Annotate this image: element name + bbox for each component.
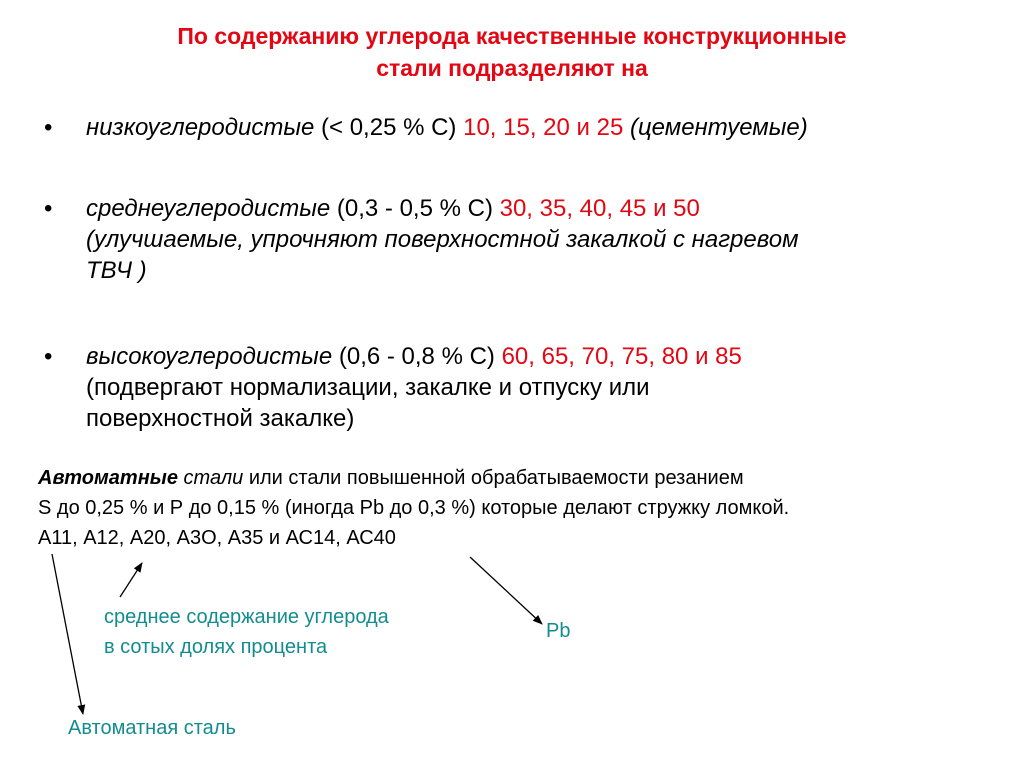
- medium-carbon-range: (0,3 - 0,5 % С): [330, 195, 500, 222]
- pb-label: Pb: [546, 620, 571, 642]
- medium-carbon-note-2: ТВЧ ): [86, 257, 147, 284]
- carbon-annotation-line-2: в сотых долях процента: [104, 636, 328, 658]
- automat-bold-word: Автоматные: [38, 467, 178, 489]
- high-carbon-grades: 60, 65, 70, 75, 80 и 85: [501, 343, 742, 370]
- automat-steel-label: Автоматная сталь: [68, 717, 236, 739]
- automat-steel-annotation: [68, 717, 236, 740]
- low-carbon-range: (< 0,25 % С): [314, 114, 464, 141]
- carbon-content-annotation: [104, 602, 389, 662]
- automat-composition: S до 0,25 % и Р до 0,15 % (иногда Pb до 0,3 %) которые делают стружку ломкой.: [38, 497, 790, 519]
- high-carbon-term: высокоуглеродистые: [86, 343, 333, 370]
- arrow-to-carbon-digits: [120, 563, 142, 597]
- high-carbon-note-1: (подвергают нормализации, закалке и отпуску или: [86, 374, 650, 401]
- high-carbon-range: (0,6 - 0,8 % С): [332, 343, 502, 370]
- high-carbon-note-2: поверхностной закалке): [86, 405, 355, 432]
- low-carbon-term: низкоуглеродистые: [86, 114, 315, 141]
- arrow-to-automat-steel: [52, 554, 83, 714]
- automat-grades: А11, А12, А20, А3О, А35 и АС14, АС40: [38, 527, 396, 549]
- pb-annotation: [546, 620, 570, 643]
- bullet-symbol: •: [44, 343, 53, 370]
- medium-carbon-note-1: (улучшаемые, упрочняют поверхностной закалкой с нагревом: [86, 226, 799, 253]
- carbon-annotation-line-1: среднее содержание углерода: [104, 606, 389, 628]
- arrow-to-pb: [470, 557, 542, 624]
- title-line-1: По содержанию углерода качественные конструкционные: [177, 23, 847, 49]
- automat-definition: или стали повышенной обрабатываемости резанием: [243, 467, 744, 489]
- medium-carbon-grades: 30, 35, 40, 45 и 50: [499, 195, 700, 222]
- automat-italic-word: стали: [177, 467, 244, 489]
- low-carbon-grades: 10, 15, 20 и 25: [463, 114, 624, 141]
- bullet-symbol: •: [44, 195, 53, 222]
- low-carbon-note: (цементуемые): [623, 114, 808, 141]
- title-line-2: стали подразделяют на: [376, 55, 648, 81]
- medium-carbon-term: среднеуглеродистые: [86, 195, 331, 222]
- bullet-symbol: •: [44, 114, 53, 141]
